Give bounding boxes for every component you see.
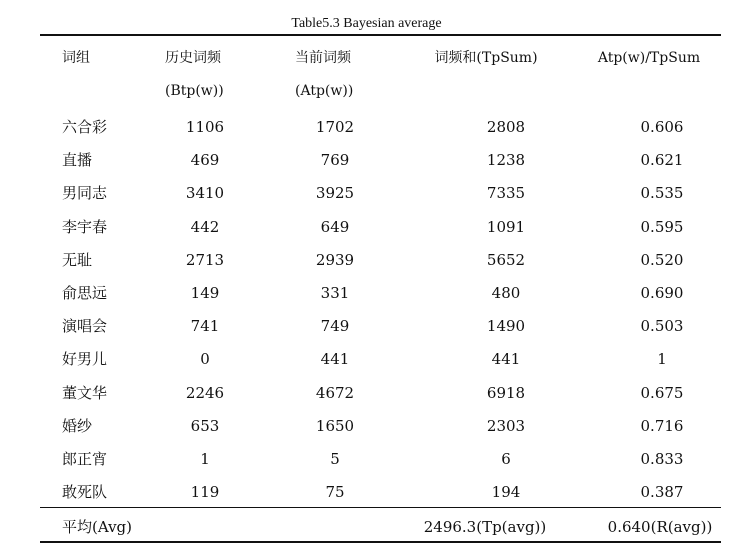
header-btp: 历史词频 bbox=[165, 50, 221, 66]
cell-term: 好男儿 bbox=[62, 350, 108, 368]
cell-ratio: 0.621 bbox=[640, 151, 684, 169]
cell-term: 直播 bbox=[62, 151, 93, 169]
cell-term: 郎正宵 bbox=[62, 450, 108, 468]
cell-atp: 3925 bbox=[315, 184, 355, 202]
cell-ratio: 0.690 bbox=[640, 284, 684, 302]
cell-tpsum: 1238 bbox=[486, 151, 526, 169]
average-tp: 2496.3(Tp(avg)) bbox=[423, 518, 547, 536]
header-ratio: Atp(w)/TpSum bbox=[597, 50, 701, 66]
cell-term: 无耻 bbox=[62, 251, 93, 269]
cell-tpsum: 1490 bbox=[486, 317, 526, 335]
cell-btp: 119 bbox=[190, 483, 220, 501]
cell-btp: 741 bbox=[190, 317, 220, 335]
average-r: 0.640(R(avg)) bbox=[607, 518, 713, 536]
average-rule bbox=[40, 507, 721, 508]
top-rule bbox=[40, 34, 721, 36]
cell-tpsum: 6918 bbox=[486, 384, 526, 402]
cell-term: 六合彩 bbox=[62, 118, 108, 136]
header-atp: 当前词频 bbox=[295, 50, 351, 66]
cell-btp: 442 bbox=[190, 218, 220, 236]
cell-btp: 2246 bbox=[185, 384, 225, 402]
cell-tpsum: 194 bbox=[491, 483, 521, 501]
cell-term: 俞思远 bbox=[62, 284, 108, 302]
cell-btp: 469 bbox=[190, 151, 220, 169]
cell-btp: 1 bbox=[200, 450, 210, 468]
cell-tpsum: 441 bbox=[491, 350, 521, 368]
cell-ratio: 0.716 bbox=[640, 417, 684, 435]
cell-tpsum: 480 bbox=[491, 284, 521, 302]
cell-ratio: 1 bbox=[657, 350, 667, 368]
cell-tpsum: 6 bbox=[501, 450, 511, 468]
cell-term: 演唱会 bbox=[62, 317, 108, 335]
cell-ratio: 0.520 bbox=[640, 251, 684, 269]
cell-atp: 749 bbox=[320, 317, 350, 335]
cell-ratio: 0.606 bbox=[640, 118, 684, 136]
cell-ratio: 0.833 bbox=[640, 450, 684, 468]
cell-atp: 4672 bbox=[315, 384, 355, 402]
cell-term: 董文华 bbox=[62, 384, 108, 402]
cell-atp: 2939 bbox=[315, 251, 355, 269]
header-atp-sub: (Atp(w)) bbox=[295, 83, 354, 99]
cell-atp: 1650 bbox=[315, 417, 355, 435]
header-tpsum: 词频和(TpSum) bbox=[434, 50, 538, 66]
table-caption: Table5.3 Bayesian average bbox=[291, 16, 442, 31]
cell-term: 婚纱 bbox=[62, 417, 93, 435]
cell-btp: 2713 bbox=[185, 251, 225, 269]
cell-btp: 653 bbox=[190, 417, 220, 435]
cell-term: 敢死队 bbox=[62, 483, 108, 501]
header-btp-sub: (Btp(w)) bbox=[165, 83, 224, 99]
cell-ratio: 0.595 bbox=[640, 218, 684, 236]
cell-ratio: 0.387 bbox=[640, 483, 684, 501]
cell-ratio: 0.535 bbox=[640, 184, 684, 202]
cell-ratio: 0.503 bbox=[640, 317, 684, 335]
header-term: 词组 bbox=[62, 50, 90, 66]
cell-atp: 441 bbox=[320, 350, 350, 368]
average-label: 平均(Avg) bbox=[62, 518, 133, 536]
cell-btp: 0 bbox=[200, 350, 210, 368]
cell-ratio: 0.675 bbox=[640, 384, 684, 402]
cell-atp: 1702 bbox=[315, 118, 355, 136]
cell-tpsum: 1091 bbox=[486, 218, 526, 236]
cell-term: 李宇春 bbox=[62, 218, 108, 236]
cell-atp: 331 bbox=[320, 284, 350, 302]
cell-tpsum: 5652 bbox=[486, 251, 526, 269]
bottom-rule bbox=[40, 541, 721, 543]
cell-btp: 3410 bbox=[185, 184, 225, 202]
cell-btp: 1106 bbox=[185, 118, 225, 136]
cell-atp: 75 bbox=[325, 483, 345, 501]
cell-btp: 149 bbox=[190, 284, 220, 302]
cell-atp: 5 bbox=[330, 450, 340, 468]
cell-term: 男同志 bbox=[62, 184, 108, 202]
cell-tpsum: 2808 bbox=[486, 118, 526, 136]
cell-atp: 649 bbox=[320, 218, 350, 236]
cell-atp: 769 bbox=[320, 151, 350, 169]
cell-tpsum: 7335 bbox=[486, 184, 526, 202]
cell-tpsum: 2303 bbox=[486, 417, 526, 435]
